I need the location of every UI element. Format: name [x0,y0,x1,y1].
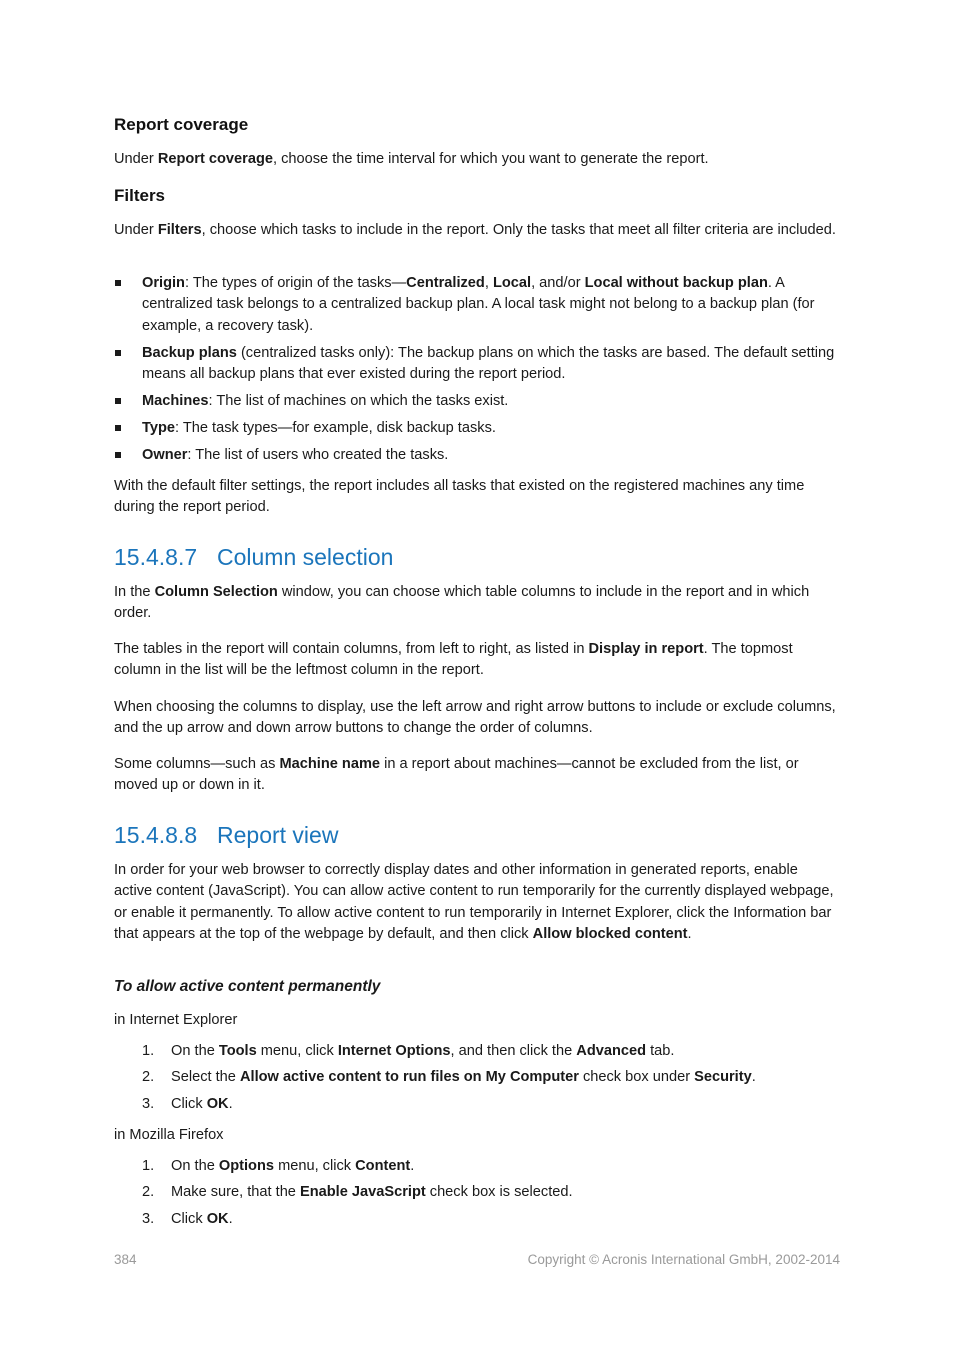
subheading-active-content: To allow active content permanently [114,978,381,995]
heading-report-view: 15.4.8.8 Report view [114,822,339,848]
bullet-icon [115,452,121,458]
bullet-icon [115,350,121,356]
heading-column-selection: 15.4.8.7 Column selection [114,544,394,570]
filters-outro-paragraph: With the default filter settings, the report includes all tasks that existed on the registered machines any time during the report period. [114,478,805,516]
list-item: Origin: The types of origin of the tasks—Centralized, Local, and/or Local without backup plan. A centralized task belongs to a centralized backup plan. A local task might not belong to a backup plan (for example, a recovery task). [114,273,840,337]
copyright-notice: Copyright © Acronis International GmbH, 2002-2014 [527,1252,840,1267]
column-selection-paragraph-3: When choosing the columns to display, use the left arrow and right arrow buttons to include or exclude columns, and the up arrow and down arrow buttons to change the order of columns. [114,699,836,737]
list-item: Backup plans (centralized tasks only): The backup plans on which the tasks are based. The default setting means all backup plans that ever existed during the report period. [114,343,840,386]
firefox-label: in Mozilla Firefox [114,1127,224,1143]
bullet-icon [115,280,121,286]
list-item: Machines: The list of machines on which the tasks exist. [114,391,840,412]
bullet-icon [115,398,121,404]
ie-label: in Internet Explorer [114,1012,238,1028]
column-selection-paragraph-4: Some columns—such as Machine name in a report about machines—cannot be excluded from the list, or moved up or down in it. [114,756,799,794]
list-item: 2. Select the Allow active content to run files on My Computer check box under Security. [142,1069,756,1085]
column-selection-paragraph-2: The tables in the report will contain columns, from left to right, as listed in Display in report. The topmost column in the list will be the leftmost column in the report. [114,641,793,679]
list-item: Type: The task types—for example, disk backup tasks. [114,418,840,439]
list-item: 1. On the Tools menu, click Internet Options, and then click the Advanced tab. [142,1043,675,1059]
report-view-paragraph: In order for your web browser to correctly display dates and other information in generated reports, enable active content (JavaScript). You can allow active content to run temporarily for the currently displayed webpage, or enable it permanently. To allow active content to run temporarily in Internet Explorer, click the Information bar that appears at the top of the webpage by default, and then click Allow blocked content. [114,862,834,942]
list-item: 3. Click OK. [142,1211,233,1227]
report-coverage-paragraph: Under Report coverage, choose the time interval for which you want to generate the report. [114,151,709,167]
heading-report-coverage: Report coverage [114,115,249,134]
list-item: Owner: The list of users who created the tasks. [114,445,840,466]
column-selection-paragraph-1: In the Column Selection window, you can choose which table columns to include in the report and in which order. [114,584,810,622]
list-item: 2. Make sure, that the Enable JavaScript check box is selected. [142,1184,573,1200]
filters-intro-paragraph: Under Filters, choose which tasks to include in the report. Only the tasks that meet all filter criteria are included. [114,222,836,238]
page-number: 384 [114,1252,137,1267]
list-item: 1. On the Options menu, click Content. [142,1158,415,1174]
heading-filters: Filters [114,186,166,205]
list-item: 3. Click OK. [142,1096,233,1112]
bullet-icon [115,425,121,431]
